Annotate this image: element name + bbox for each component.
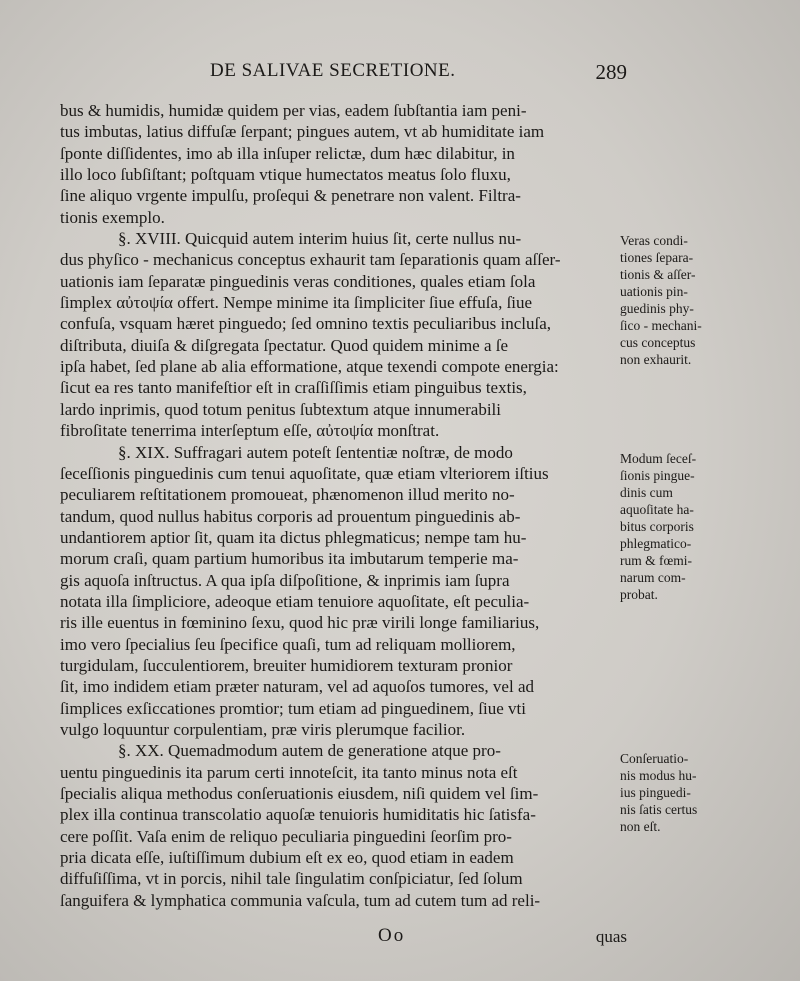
text-line: ris ille euentus in fœminino ſexu, quod hic præ virili longe familiarius, xyxy=(60,613,540,633)
text-line: uationis iam ſeparatæ pinguedinis veras conditiones, quales etiam ſola xyxy=(60,271,536,291)
text-line: imo vero ſpecialius ſeu ſpecifice quaſi, tum ad reliquam molliorem, xyxy=(60,634,516,654)
margin-note-line: tiones ſepara- xyxy=(620,250,694,265)
text-line: ſeceſſionis pinguedinis cum tenui aquoſitate, quæ etiam vlteriorem iſtius xyxy=(60,463,549,483)
margin-note-line: Veras condi- xyxy=(620,233,688,248)
text-line: illo loco ſubſiſtant; poſtquam vtique humectatos meatus ſolo fluxu, xyxy=(60,165,511,185)
text-line: tus imbutas, latius diffuſæ ſerpant; pingues autem, vt ab humiditate iam xyxy=(60,122,545,142)
margin-note-line: dinis cum xyxy=(620,485,673,500)
text-line: ſponte diſſidentes, imo ab illa inſuper relictæ, dum hæc dilabitur, in xyxy=(60,143,515,163)
margin-note-line: cus conceptus xyxy=(620,335,696,350)
text-line: tionis exemplo. xyxy=(60,207,165,227)
margin-note-line: non eſt. xyxy=(620,819,661,834)
margin-note-line: nis modus hu- xyxy=(620,768,697,783)
margin-note-line: Modum ſeceſ- xyxy=(620,451,697,466)
text-line: notata illa ſimpliciore, adeoque etiam tenuiore aquoſitate, eſt peculia- xyxy=(60,591,530,611)
margin-note-line: nis ſatis certus xyxy=(620,802,698,817)
margin-note-line: aquoſitate ha- xyxy=(620,502,694,517)
section-heading-line: §. XVIII. Quicquid autem interim huius ſit, certe nullus nu- xyxy=(118,229,522,249)
margin-note-line: ſionis pingue- xyxy=(620,468,695,483)
text-line: ſimplex αὐτοψία offert. Nempe minime ita ſimpliciter ſiue effuſa, ſiue xyxy=(60,293,533,313)
text-line: ſimplices exſiccationes promtior; tum etiam ad pinguedinem, ſiue vti xyxy=(60,698,526,718)
page-footer xyxy=(60,925,627,949)
margin-note-xx xyxy=(620,750,735,835)
margin-note-line: phlegmatico- xyxy=(620,536,692,551)
text-line: pria dicata eſſe, iuſtiſſimum dubium eſt ex eo, quod etiam in eadem xyxy=(60,848,514,868)
page-header xyxy=(60,60,627,90)
text-line: plex illa continua transcolatio aquoſæ tenuioris humiditatis hic ſatisfa- xyxy=(60,805,536,825)
margin-note-xix xyxy=(620,450,735,603)
text-line: cere poſſit. Vaſa enim de reliquo peculiaria pinguedini ſeorſim pro- xyxy=(60,826,512,846)
text-line: uentu pinguedinis ita parum certi innoteſcit, ita tanto minus nota eſt xyxy=(60,762,518,782)
text-line: tandum, quod nullus habitus corporis ad prouentum pinguedinis ab- xyxy=(60,506,521,526)
section-heading-line: §. XIX. Suffragari autem poteſt ſententiæ noſtræ, de modo xyxy=(118,442,513,462)
margin-note-line: ius pinguedi- xyxy=(620,785,691,800)
text-line: ſpecialis aliqua methodus conſeruationis eiusdem, niſi quidem vel ſim- xyxy=(60,784,539,803)
catchword: quas xyxy=(595,927,627,946)
margin-note-line: non exhaurit. xyxy=(620,352,692,367)
text-line: lardo inprimis, quod totum penitus ſubtextum atque innumerabili xyxy=(60,399,501,419)
text-line: ſit, imo indidem etiam præter naturam, vel ad aquoſos tumores, vel ad xyxy=(60,677,534,697)
text-line: confuſa, vsquam hæret pinguedo; ſed omnino textis peculiaribus incluſa, xyxy=(60,314,552,334)
text-line: ſanguifera & lymphatica communia vaſcula, tum ad cutem tum ad reli- xyxy=(60,890,541,910)
page-number: 289 xyxy=(595,60,627,84)
margin-note-line: narum com- xyxy=(620,570,686,585)
section-heading-line: §. XX. Quemadmodum autem de generatione atque pro- xyxy=(118,741,501,761)
text-line: undantiorem aptior ſit, quam ita dictus phlegmaticus; nempe tam hu- xyxy=(60,527,527,547)
margin-note-xviii xyxy=(620,232,735,368)
margin-note-line: ſico - mechani- xyxy=(620,318,702,333)
text-line: vulgo loquuntur corpulentiam, præ viris plerumque facilior. xyxy=(60,719,466,739)
margin-note-line: Conſeruatio- xyxy=(620,751,689,766)
text-line: turgidulam, ſucculentiorem, breuiter humidiorem texturam pronior xyxy=(60,655,513,675)
text-line: peculiarem reſtitationem promoueat, phænomenon illud merito no- xyxy=(60,485,515,505)
text-line: fibroſitate tenerrima interſeptum eſſe, αὐτοψία monſtrat. xyxy=(60,421,440,441)
running-title: DE SALIVAE SECRETIONE. xyxy=(210,60,456,81)
margin-note-line: guedinis phy- xyxy=(620,301,694,316)
main-text xyxy=(60,100,620,911)
margin-note-line: uationis pin- xyxy=(620,284,688,299)
margin-note-line: probat. xyxy=(620,587,658,602)
text-line: dus phyſico - mechanicus conceptus exhaurit tam ſeparationis quam aſſer- xyxy=(60,250,561,270)
text-line: ſine aliquo vrgente impulſu, proſequi & penetrare non valent. Filtra- xyxy=(60,186,521,206)
margin-note-line: tionis & aſſer- xyxy=(620,267,696,282)
text-line: bus & humidis, humidæ quidem per vias, eadem ſubſtantia iam peni- xyxy=(60,101,527,120)
text-line: ipſa habet, ſed plane ab alia efformatione, atque texendi compote energia: xyxy=(60,357,559,377)
text-line: morum craſi, quam partium humoribus ita imbutarum temperie ma- xyxy=(60,549,519,569)
margin-note-line: bitus corporis xyxy=(620,519,694,534)
text-line: gis aquoſa inſtructus. A qua ipſa diſpoſitione, & inprimis iam ſupra xyxy=(60,570,510,590)
text-line: diſtributa, diuiſa & diſgregata ſpectatur. Quod quidem minime a ſe xyxy=(60,335,509,355)
margin-note-line: rum & fœmi- xyxy=(620,553,692,568)
signature-mark: Oo xyxy=(378,925,406,946)
text-line: diffuſiſſima, vt in porcis, nihil tale ſingulatim conſpiciatur, ſed ſolum xyxy=(60,869,523,889)
text-line: ſicut ea res tanto manifeſtior eſt in craſſiſſimis etiam pinguibus textis, xyxy=(60,378,527,398)
